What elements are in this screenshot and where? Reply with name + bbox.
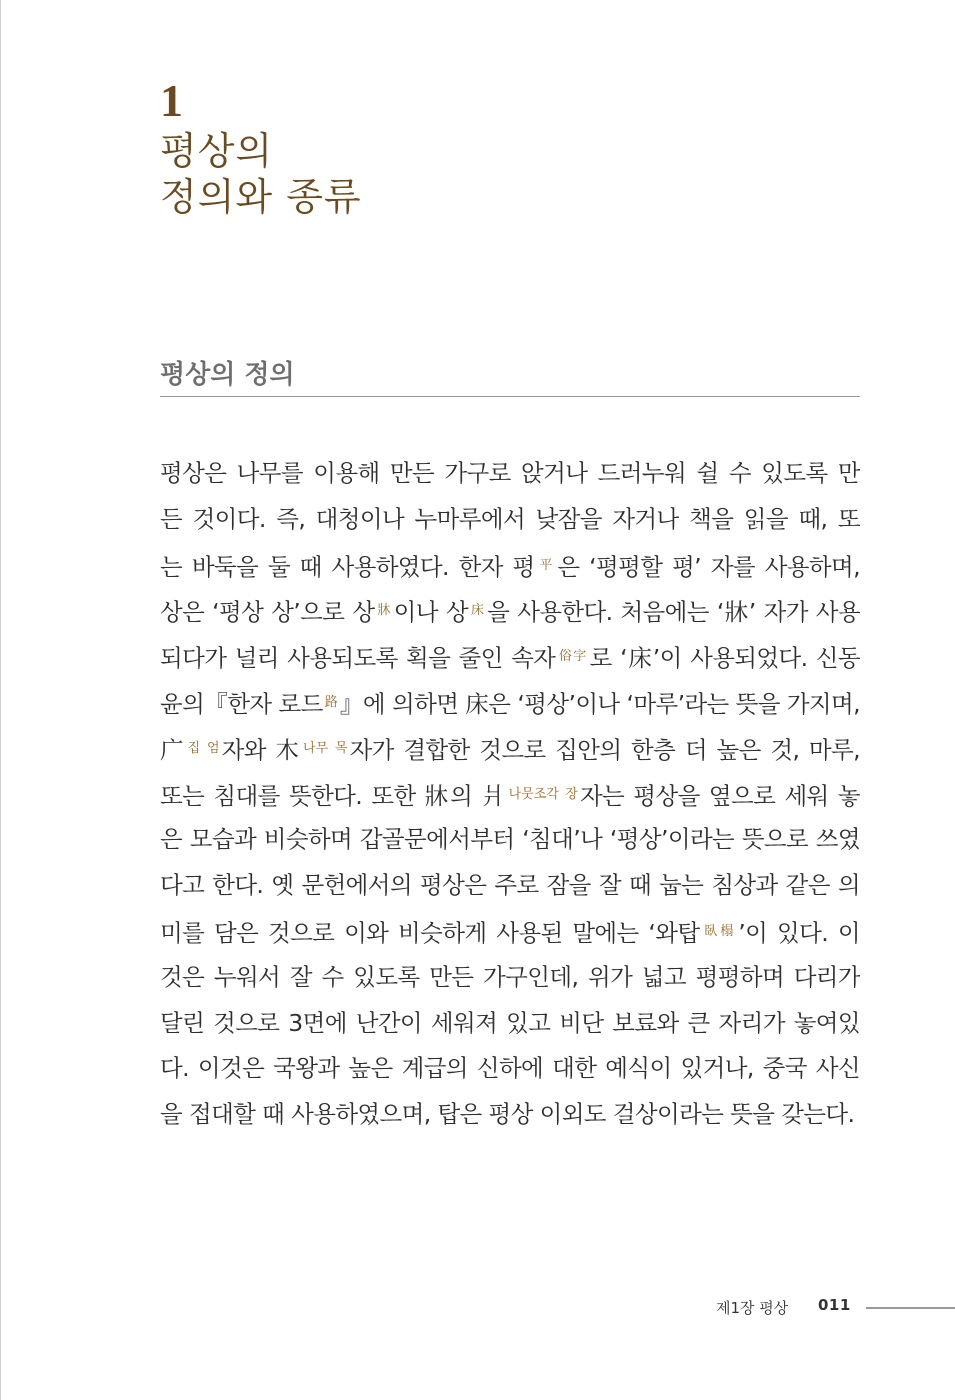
footer-page-number: 011 xyxy=(818,1296,851,1314)
body-line xyxy=(160,772,860,818)
body-line xyxy=(160,863,860,909)
body-text-run: 미를 담은 것으로 이와 비슷하게 사용된 말에는 ‘와탑 xyxy=(160,918,700,947)
hanja-gloss: 나무 목 xyxy=(303,740,348,756)
body-text-run: 을 접대할 때 사용하였으며, 탑은 평상 이외도 걸상이라는 뜻을 갖는다. xyxy=(160,1100,855,1129)
body-text-run: ’이 있다. 이 xyxy=(738,918,860,947)
hanja-gloss: 平 xyxy=(536,557,556,573)
body-line xyxy=(160,451,860,497)
body-text-run: 든 것이다. 즉, 대청이나 누마루에서 낮잠을 자거나 책을 읽을 때, 또 xyxy=(160,504,860,533)
body-line xyxy=(160,497,860,543)
body-text-run: 는 바둑을 둘 때 사용하였다. 한자 평 xyxy=(160,552,535,581)
chapter-title-line-1: 평상의 xyxy=(160,129,274,173)
chapter-title xyxy=(160,128,362,220)
body-text-run: 은 모습과 비슷하며 갑골문에서부터 ‘침대’나 ‘평상’이라는 뜻으로 쓰였 xyxy=(160,825,860,854)
body-line xyxy=(160,1092,860,1138)
body-text-run: 广 xyxy=(160,735,186,764)
body-line xyxy=(160,817,860,863)
section-heading: 평상의 정의 xyxy=(160,360,860,397)
footer-chapter-label: 제1장 평상 xyxy=(716,1299,789,1317)
body-text-run: 자가 결합한 것으로 집안의 한층 더 높은 것, 마루, xyxy=(349,735,860,764)
body-line xyxy=(160,543,860,589)
hanja-gloss: 俗字 xyxy=(557,649,588,665)
body-paragraph xyxy=(160,451,860,1138)
body-text-run: 은 ‘평평할 평’ 자를 사용하며, xyxy=(557,552,860,581)
chapter-number: 1 xyxy=(160,75,183,126)
body-text-run: 다고 한다. 옛 문헌에서의 평상은 주로 잠을 잘 때 눕는 침상과 같은 의 xyxy=(160,871,860,900)
body-text-run: 상은 ‘평상 상’으로 상 xyxy=(160,598,375,627)
page-edge-line xyxy=(0,0,1,1400)
body-text-run: 것은 누워서 잘 수 있도록 만든 가구인데, 위가 넓고 평평하며 다리가 xyxy=(160,962,860,991)
footer-rule xyxy=(866,1307,955,1309)
page-footer xyxy=(0,1297,955,1319)
hanja-gloss: 臥榻 xyxy=(701,923,737,939)
chapter-title-line-2: 정의와 종류 xyxy=(160,175,362,219)
hanja-gloss: 牀 xyxy=(376,603,392,619)
body-line xyxy=(160,634,860,680)
body-text-run: 달린 것으로 3면에 난간이 세워져 있고 비단 보료와 큰 자리가 놓여있 xyxy=(160,1008,860,1037)
body-text-run: 자는 평상을 옆으로 세워 놓 xyxy=(579,781,860,810)
hanja-gloss: 나뭇조각 장 xyxy=(508,786,578,802)
body-text-run: 되다가 널리 사용되도록 획을 줄인 속자 xyxy=(160,644,556,673)
body-line xyxy=(160,909,860,955)
body-line xyxy=(160,1046,860,1092)
hanja-gloss: 床 xyxy=(469,603,486,619)
body-line xyxy=(160,588,860,634)
body-line xyxy=(160,1001,860,1047)
body-text-run: 을 사용한다. 처음에는 ‘牀’ 자가 사용 xyxy=(487,598,860,627)
body-text-run: 이나 상 xyxy=(393,598,468,627)
body-text-run: 윤의『한자 로드 xyxy=(160,689,323,718)
body-text-run: 평상은 나무를 이용해 만든 가구로 앉거나 드러누워 쉴 수 있도록 만 xyxy=(160,459,860,487)
hanja-gloss: 집 엄 xyxy=(187,740,220,756)
body-text-run: 』에 의하면 床은 ‘평상’이나 ‘마루’라는 뜻을 가지며, xyxy=(339,689,860,718)
body-text-run: 다. 이것은 국왕과 높은 계급의 신하에 대한 예식이 있거나, 중국 사신 xyxy=(160,1054,860,1083)
body-text-run: 또는 침대를 뜻한다. 또한 牀의 爿 xyxy=(160,781,507,810)
body-line xyxy=(160,955,860,1001)
body-text-run: 자와 木 xyxy=(221,735,302,764)
hanja-gloss: 路 xyxy=(324,694,338,710)
body-line xyxy=(160,726,860,772)
body-text-run: 로 ‘床’이 사용되었다. 신동 xyxy=(589,644,860,673)
body-line xyxy=(160,680,860,726)
